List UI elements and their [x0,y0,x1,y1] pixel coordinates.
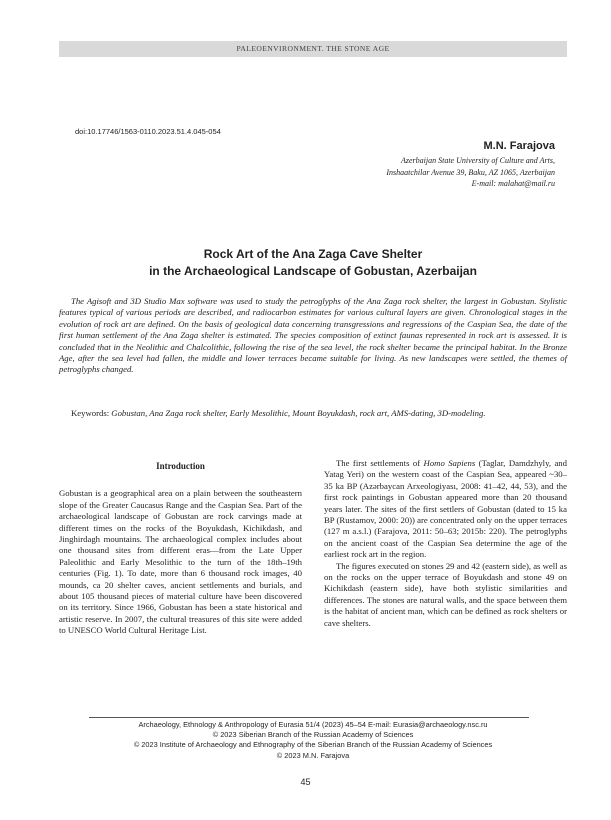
doi-text: doi:10.17746/1563-0110.2023.51.4.045-054 [75,127,221,136]
article-title [59,246,567,280]
intro-paragraph: Gobustan is a geographical area on a plain between the southeastern slope of the Greater Caucasus Range and the Caspian Sea. Part of the archaeological landscape of Gobustan are rock carvings made at different times on the rocks of the Boyukdash, Kichikdash, and Jinghirdagh mountains. The archaeological complex includes about one thousand sites from different eras—from the Late Upper Paleolithic and Early Mesolithic to the turn of the 18th–19th centuries (Fig. 1). To date, more than 6 thousand rock images, 40 mounds, ca 20 shelter caves, ancient settlements and burials, and about 105 thousand pieces of material culture have been discovered on its territory. Since 1966, Gobustan has been a state historical and artistic reserve. In 2007, the cultural treasures of this site were added to UNESCO World Cultural Heritage List. [59,488,302,636]
keywords-label: Keywords: [71,408,112,418]
author-block [386,140,555,190]
footer-journal-line: Archaeology, Ethnology & Anthropology of Eurasia 51/4 (2023) 45–54 E-mail: Eurasia@archaeology.nsc.ru [138,720,488,729]
author-name: M.N. Farajova [483,140,555,152]
section-heading-introduction: Introduction [156,461,205,471]
keywords-list: Gobustan, Ana Zaga rock shelter, Early Mesolithic, Mount Boyukdash, rock art, AMS-dating, 3D-modeling. [111,408,486,418]
keywords [59,408,567,419]
footer-copyright-1: © 2023 Siberian Branch of the Russian Academy of Sciences [212,730,414,740]
journal-footer [59,720,567,761]
title-line-2: in the Archaeological Landscape of Gobustan, Azerbaijan [149,264,477,278]
footer-copyright-3: © 2023 M.N. Farajova [276,750,350,760]
affiliation-line-2: Inshaatchilar Avenue 39, Baku, AZ 1065, Azerbaijan [386,167,555,177]
title-line-1: Rock Art of the Ana Zaga Cave Shelter [203,247,423,261]
page-number: 45 [300,777,311,787]
right-column [324,458,567,629]
running-header: PALEOENVIRONMENT. THE STONE AGE [59,41,567,57]
author-email: E-mail: malahat@mail.ru [471,179,555,189]
p1-before-text: The first settlements of [336,458,424,468]
abstract: The Agisoft and 3D Studio Max software was used to study the petroglyphs of the Ana Zaga rock shelter, the largest in Gobustan. Stylistic features typical of various periods are described, and radiocarbon estimates for various cultural layers are given. Chronological stages in the evolution of rock art are defined. On the basis of geological data concerning transgressions and regressions of the Caspian Sea, the date of the first human settlement of the Ana Zaga shelter is estimated. The species composition of extinct faunas represented in rock art is assessed. It is concluded that in the Neolithic and Chalcolithic, following the rise of the sea level, the rock shelter became the principal habitat. In the Bronze Age, after the sea level had fallen, the middle and lower terraces became suitable for living. As new landscapes were settled, the themes of petroglyphs changed. [59,296,567,375]
right-paragraph-1 [324,458,567,561]
right-paragraph-2: The figures executed on stones 29 and 42 (eastern side), as well as on the rocks on the upper terrace of Boyukdash and stone 49 on Kichikdash (eastern side), have both stylistic similarities and differences. The stones are natural walls, and the space between them is the habitat of ancient man, which can be defined as rock shelters or cave shelters. [324,560,567,628]
p1-species-name: Homo Sapiens [423,458,476,468]
left-column [59,458,302,637]
footer-copyright-2: © 2023 Institute of Archaeology and Ethnography of the Siberian Branch of the Russian Academy of Sciences [133,740,493,750]
footer-divider [89,717,529,718]
affiliation-line-1: Azerbaijan State University of Culture and Arts, [401,156,555,165]
p1-after-text: (Taglar, Damdzhyly, and Yatag Yeri) on the western coast of the Caspian Sea, appeared ~30–35 ka BP (Azərbaycan Arxeologiyası, 2008: 41–42, 44, 53), and the first rock paintings in Gobustan appeared more than 20 thousand years later. The sites of the first settlers of Gobustan (dated to 15 ka BP (Rustamov, 2000: 20)) are concentrated only on the upper terraces (127 m a.s.l.) (Farajova, 2011: 50–63; 2015b: 220). The petroglyphs on the ancient coast of the Caspian Sea determine the age of the earliest rock art in the region. [324,458,567,560]
